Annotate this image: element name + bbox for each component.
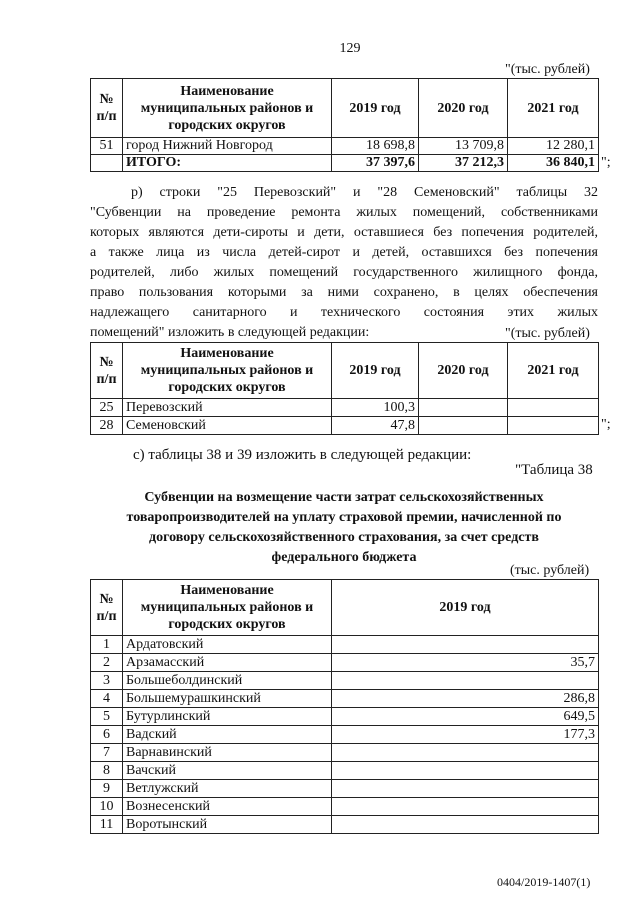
table-row [91,138,599,155]
table-row [91,636,599,654]
table1-cell: 12 280,1 [508,138,599,155]
table3-cell: 5 [91,708,123,726]
table2-cell: 100,3 [332,399,419,417]
table1-header-2021: 2021 год [508,79,599,138]
table2-cell [419,399,508,417]
table2-cell: 28 [91,417,123,435]
table3-cell [332,744,599,762]
table1-header-name: Наименование муниципальных районов и городских округов [123,79,332,138]
table1-header-2020: 2020 год [419,79,508,138]
table2 [90,342,599,435]
table3-cell: 177,3 [332,726,599,744]
table3-cell: 10 [91,798,123,816]
table-38-heading [90,488,598,568]
table1 [90,78,599,172]
table1-total: 37 212,3 [419,155,508,172]
table-row [91,798,599,816]
table2-cell [508,399,599,417]
table3-cell: 7 [91,744,123,762]
table3-cell: 9 [91,780,123,798]
table1-total-label: ИТОГО: [123,155,332,172]
table2-cell: 25 [91,399,123,417]
table1-cell: 18 698,8 [332,138,419,155]
paragraph-line: родителей, либо жилых помещений государственного жилищного фонда, [90,265,598,280]
heading-line: товаропроизводителей на уплату страховой премии, начисленной по [126,510,562,525]
paragraph-line: помещений" изложить в следующей редакции: [90,325,370,340]
table-row [91,708,599,726]
table1-cell: 13 709,8 [419,138,508,155]
table3-cell: Арзамасский [123,654,332,672]
table3 [90,579,599,834]
table3-header-name: Наименование муниципальных районов и городских округов [123,580,332,636]
table-row [91,744,599,762]
table2-cell [419,417,508,435]
table1-total: 36 840,1 [508,155,599,172]
table3-header-2019: 2019 год [332,580,599,636]
table3-cell: Ветлужский [123,780,332,798]
table3-cell: 8 [91,762,123,780]
table2-header-2020: 2020 год [419,343,508,399]
table2-header-2021: 2021 год [508,343,599,399]
table3-cell: 35,7 [332,654,599,672]
table3-unit: (тыс. рублей) [510,563,590,578]
table3-cell [332,816,599,834]
table1-header-num: № п/п [91,79,123,138]
table-38-label: "Таблица 38 [515,462,593,478]
table-row [91,762,599,780]
table-row [91,672,599,690]
table2-header-name: Наименование муниципальных районов и городских округов [123,343,332,399]
table2-closing: "; [601,417,611,432]
table2-cell [508,417,599,435]
table3-cell [332,798,599,816]
table3-cell [332,636,599,654]
table2-header-2019: 2019 год [332,343,419,399]
table1-cell [91,155,123,172]
table3-header-num: № п/п [91,580,123,636]
table1-closing: "; [601,155,611,170]
table3-cell: Воротынский [123,816,332,834]
table-row [91,780,599,798]
table-row [91,816,599,834]
table3-cell: 3 [91,672,123,690]
item-c-text: с) таблицы 38 и 39 изложить в следующей редакции: [133,447,472,463]
table1-cell: 51 [91,138,123,155]
table1-header-row [91,79,599,138]
table1-total: 37 397,6 [332,155,419,172]
heading-line: договору сельскохозяйственного страхования, за счет средств [149,530,539,545]
table3-cell: 6 [91,726,123,744]
table3-cell: Вознесенский [123,798,332,816]
document-code: 0404/2019-1407(1) [497,875,591,889]
paragraph-line: право пользования которыми за ними сохранено, в целях обеспечения [90,285,598,300]
paragraph-line: а также лица из числа детей-сирот и детей, оставшихся без попечения [90,245,598,260]
table3-cell [332,672,599,690]
table-row [91,726,599,744]
table1-unit: "(тыс. рублей) [505,62,590,77]
heading-line: Субвенции на возмещение части затрат сельскохозяйственных [144,490,544,505]
table3-cell: Ардатовский [123,636,332,654]
paragraph-line: "Субвенции на проведение ремонта жилых помещений, собственниками [90,205,598,220]
table-row [91,654,599,672]
table3-cell [332,762,599,780]
table2-cell: 47,8 [332,417,419,435]
table3-cell: Большемурашкинский [123,690,332,708]
table3-cell: 2 [91,654,123,672]
table3-cell: 286,8 [332,690,599,708]
table3-cell [332,780,599,798]
table2-cell: Семеновский [123,417,332,435]
paragraph-line: которых являются дети-сироты и дети, оставшиеся без попечения родителей, [90,225,598,240]
paragraph-item-r [90,183,598,343]
table-row [91,399,599,417]
table3-cell: 649,5 [332,708,599,726]
table3-cell: Бутурлинский [123,708,332,726]
table3-cell: 4 [91,690,123,708]
table3-cell: 11 [91,816,123,834]
table3-cell: Вачский [123,762,332,780]
table3-cell: Большеболдинский [123,672,332,690]
table1-header-2019: 2019 год [332,79,419,138]
table2-header-row [91,343,599,399]
page-number: 129 [339,41,361,56]
table2-cell: Перевозский [123,399,332,417]
paragraph-line: р) строки "25 Перевозский" и "28 Семеновский" таблицы 32 [131,185,598,200]
table2-header-num: № п/п [91,343,123,399]
table-row-total [91,155,599,172]
table1-cell: город Нижний Новгород [123,138,332,155]
table3-header-row [91,580,599,636]
table-row [91,690,599,708]
table3-cell: 1 [91,636,123,654]
table3-cell: Варнавинский [123,744,332,762]
table3-cell: Вадский [123,726,332,744]
table2-unit: "(тыс. рублей) [505,326,590,341]
paragraph-line: надлежащего санитарного и технического состояния этих жилых [90,305,598,320]
heading-line: федерального бюджета [271,550,417,565]
table-row [91,417,599,435]
